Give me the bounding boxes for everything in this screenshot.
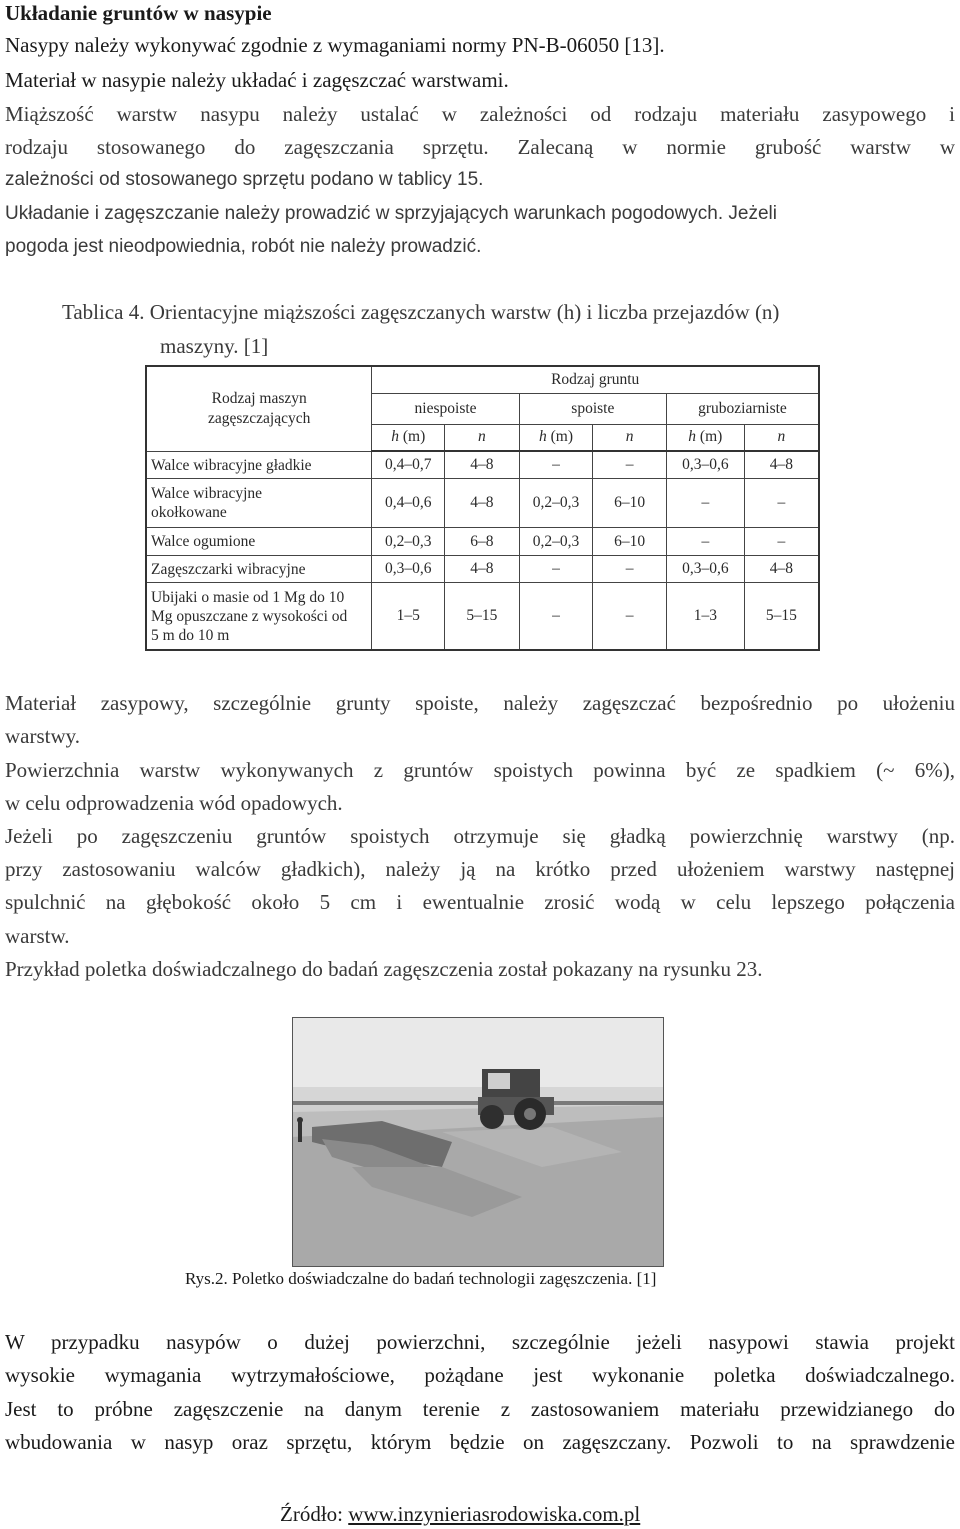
machine-name: Walce ogumione [146, 528, 372, 555]
body-line: W przypadku nasypów o dużej powierzchni, szczególnie jeżeli nasypowi stawia projekt [5, 1330, 955, 1354]
body-line: w celu odprowadzenia wód opadowych. [5, 791, 343, 815]
table-row [146, 451, 819, 478]
table-cell: 0,3–0,6 [666, 555, 744, 582]
table-cell: – [593, 451, 667, 478]
footer-label: Źródło: [280, 1502, 349, 1526]
intro-line: Miąższość warstw nasypu należy ustalać w zależności od rodzaju materiału zasypowego i [5, 102, 955, 126]
table-cell: 4–8 [744, 451, 819, 478]
table-cell: – [519, 451, 593, 478]
machine-name: Walce wibracyjne okołkowane [146, 479, 372, 528]
intro-line: pogoda jest nieodpowiednia, robót nie należy prowadzić. [5, 236, 482, 257]
machine-name: Zagęszczarki wibracyjne [146, 555, 372, 582]
table-cell: 1–5 [372, 583, 445, 650]
intro-line: Nasypy należy wykonywać zgodnie z wymaganiami normy PN-B-06050 [13]. [5, 33, 665, 57]
soil-type-cohesive: spoiste [519, 393, 666, 424]
table-row [146, 479, 819, 528]
body-line: warstwy. [5, 724, 81, 748]
table-row [146, 528, 819, 555]
body-line: Jest to próbne zagęszczenie na danym terenie z zastosowaniem materiału przewidzianego do [5, 1397, 955, 1421]
body-line: spulchnić na głębokość około 5 cm i ewentualnie zrosić wodą w celu lepszego połączenia [5, 890, 955, 914]
table-cell: 4–8 [445, 479, 520, 528]
body-line: Powierzchnia warstw wykonywanych z gruntów spoistych powinna być ze spadkiem (~ 6%), [5, 758, 955, 782]
column-n: n [593, 424, 667, 451]
table-cell: 0,3–0,6 [666, 451, 744, 478]
machine-name: Ubijaki o masie od 1 Mg do 10 Mg opuszczane z wysokości od 5 m do 10 m [146, 583, 372, 650]
compaction-table [145, 365, 820, 651]
compaction-site-photo [292, 1017, 664, 1267]
page-footer [280, 1501, 640, 1527]
table-caption-continued: maszyny. [1] [160, 334, 269, 358]
column-h: h (m) [372, 424, 445, 451]
table-cell: 4–8 [445, 451, 520, 478]
machine-type-header: Rodzaj maszyn zagęszczających [146, 366, 372, 451]
table-caption: Tablica 4. Orientacyjne miąższości zagęszczanych warstw (h) i liczba przejazdów (n) [62, 300, 780, 324]
table-cell: – [593, 555, 667, 582]
table-cell: 0,4–0,7 [372, 451, 445, 478]
table-cell: 6–10 [593, 528, 667, 555]
section-heading: Układanie gruntów w nasypie [5, 1, 272, 25]
source-link[interactable]: www.inzynieriasrodowiska.com.pl [348, 1502, 641, 1526]
soil-type-noncohesive: niespoiste [372, 393, 519, 424]
table-cell: 0,2–0,3 [519, 528, 593, 555]
table-cell: – [744, 528, 819, 555]
soil-type-header: Rodzaj gruntu [372, 366, 819, 393]
intro-line: rodzaju stosowanego do zagęszczania sprzętu. Zalecaną w normie grubość warstw w [5, 135, 955, 159]
table-cell: 0,2–0,3 [519, 479, 593, 528]
table-cell: – [519, 555, 593, 582]
intro-line: Układanie i zagęszczanie należy prowadzić w sprzyjających warunkach pogodowych. Jeżeli [5, 203, 777, 224]
table-cell: – [666, 528, 744, 555]
body-line: wysokie wymagania wytrzymałościowe, pożądane jest wykonanie poletka doświadczalnego. [5, 1363, 955, 1387]
body-line: Jeżeli po zagęszczeniu gruntów spoistych otrzymuje się gładką powierzchnię warstwy (np. [5, 824, 955, 848]
column-h: h (m) [519, 424, 593, 451]
table-cell: 4–8 [445, 555, 520, 582]
table-cell: 6–10 [593, 479, 667, 528]
body-line: warstw. [5, 924, 70, 948]
table-cell: 5–15 [445, 583, 520, 650]
machine-name: Walce wibracyjne gładkie [146, 451, 372, 478]
table-cell: – [593, 583, 667, 650]
table-row [146, 583, 819, 650]
table-cell: – [666, 479, 744, 528]
column-n: n [445, 424, 520, 451]
figure-caption: Rys.2. Poletko doświadczalne do badań technologii zagęszczenia. [1] [185, 1269, 657, 1288]
table-cell: 0,2–0,3 [372, 528, 445, 555]
body-line: Materiał zasypowy, szczególnie grunty spoiste, należy zagęszczać bezpośrednio po ułożeniu [5, 691, 955, 715]
table-cell: 6–8 [445, 528, 520, 555]
table-cell: 5–15 [744, 583, 819, 650]
table-cell: – [519, 583, 593, 650]
table-cell: 4–8 [744, 555, 819, 582]
body-line: wbudowania w nasyp oraz sprzętu, którym będzie on zagęszczany. Pozwoli to na sprawdzenie [5, 1430, 955, 1454]
table-row [146, 555, 819, 582]
body-line: Przykład poletka doświadczalnego do badań zagęszczenia został pokazany na rysunku 23. [5, 957, 763, 981]
intro-line: zależności od stosowanego sprzętu podano w tablicy 15. [5, 169, 484, 190]
body-line: przy zastosowaniu walców gładkich), należy ją na krótko przed ułożeniem warstwy następnej [5, 857, 955, 881]
table-cell: 0,3–0,6 [372, 555, 445, 582]
table-cell: 0,4–0,6 [372, 479, 445, 528]
table-cell: 1–3 [666, 583, 744, 650]
table-cell: – [744, 479, 819, 528]
column-h: h (m) [666, 424, 744, 451]
column-n: n [744, 424, 819, 451]
intro-line: Materiał w nasypie należy układać i zagęszczać warstwami. [5, 68, 509, 92]
soil-type-coarse: gruboziarniste [666, 393, 819, 424]
